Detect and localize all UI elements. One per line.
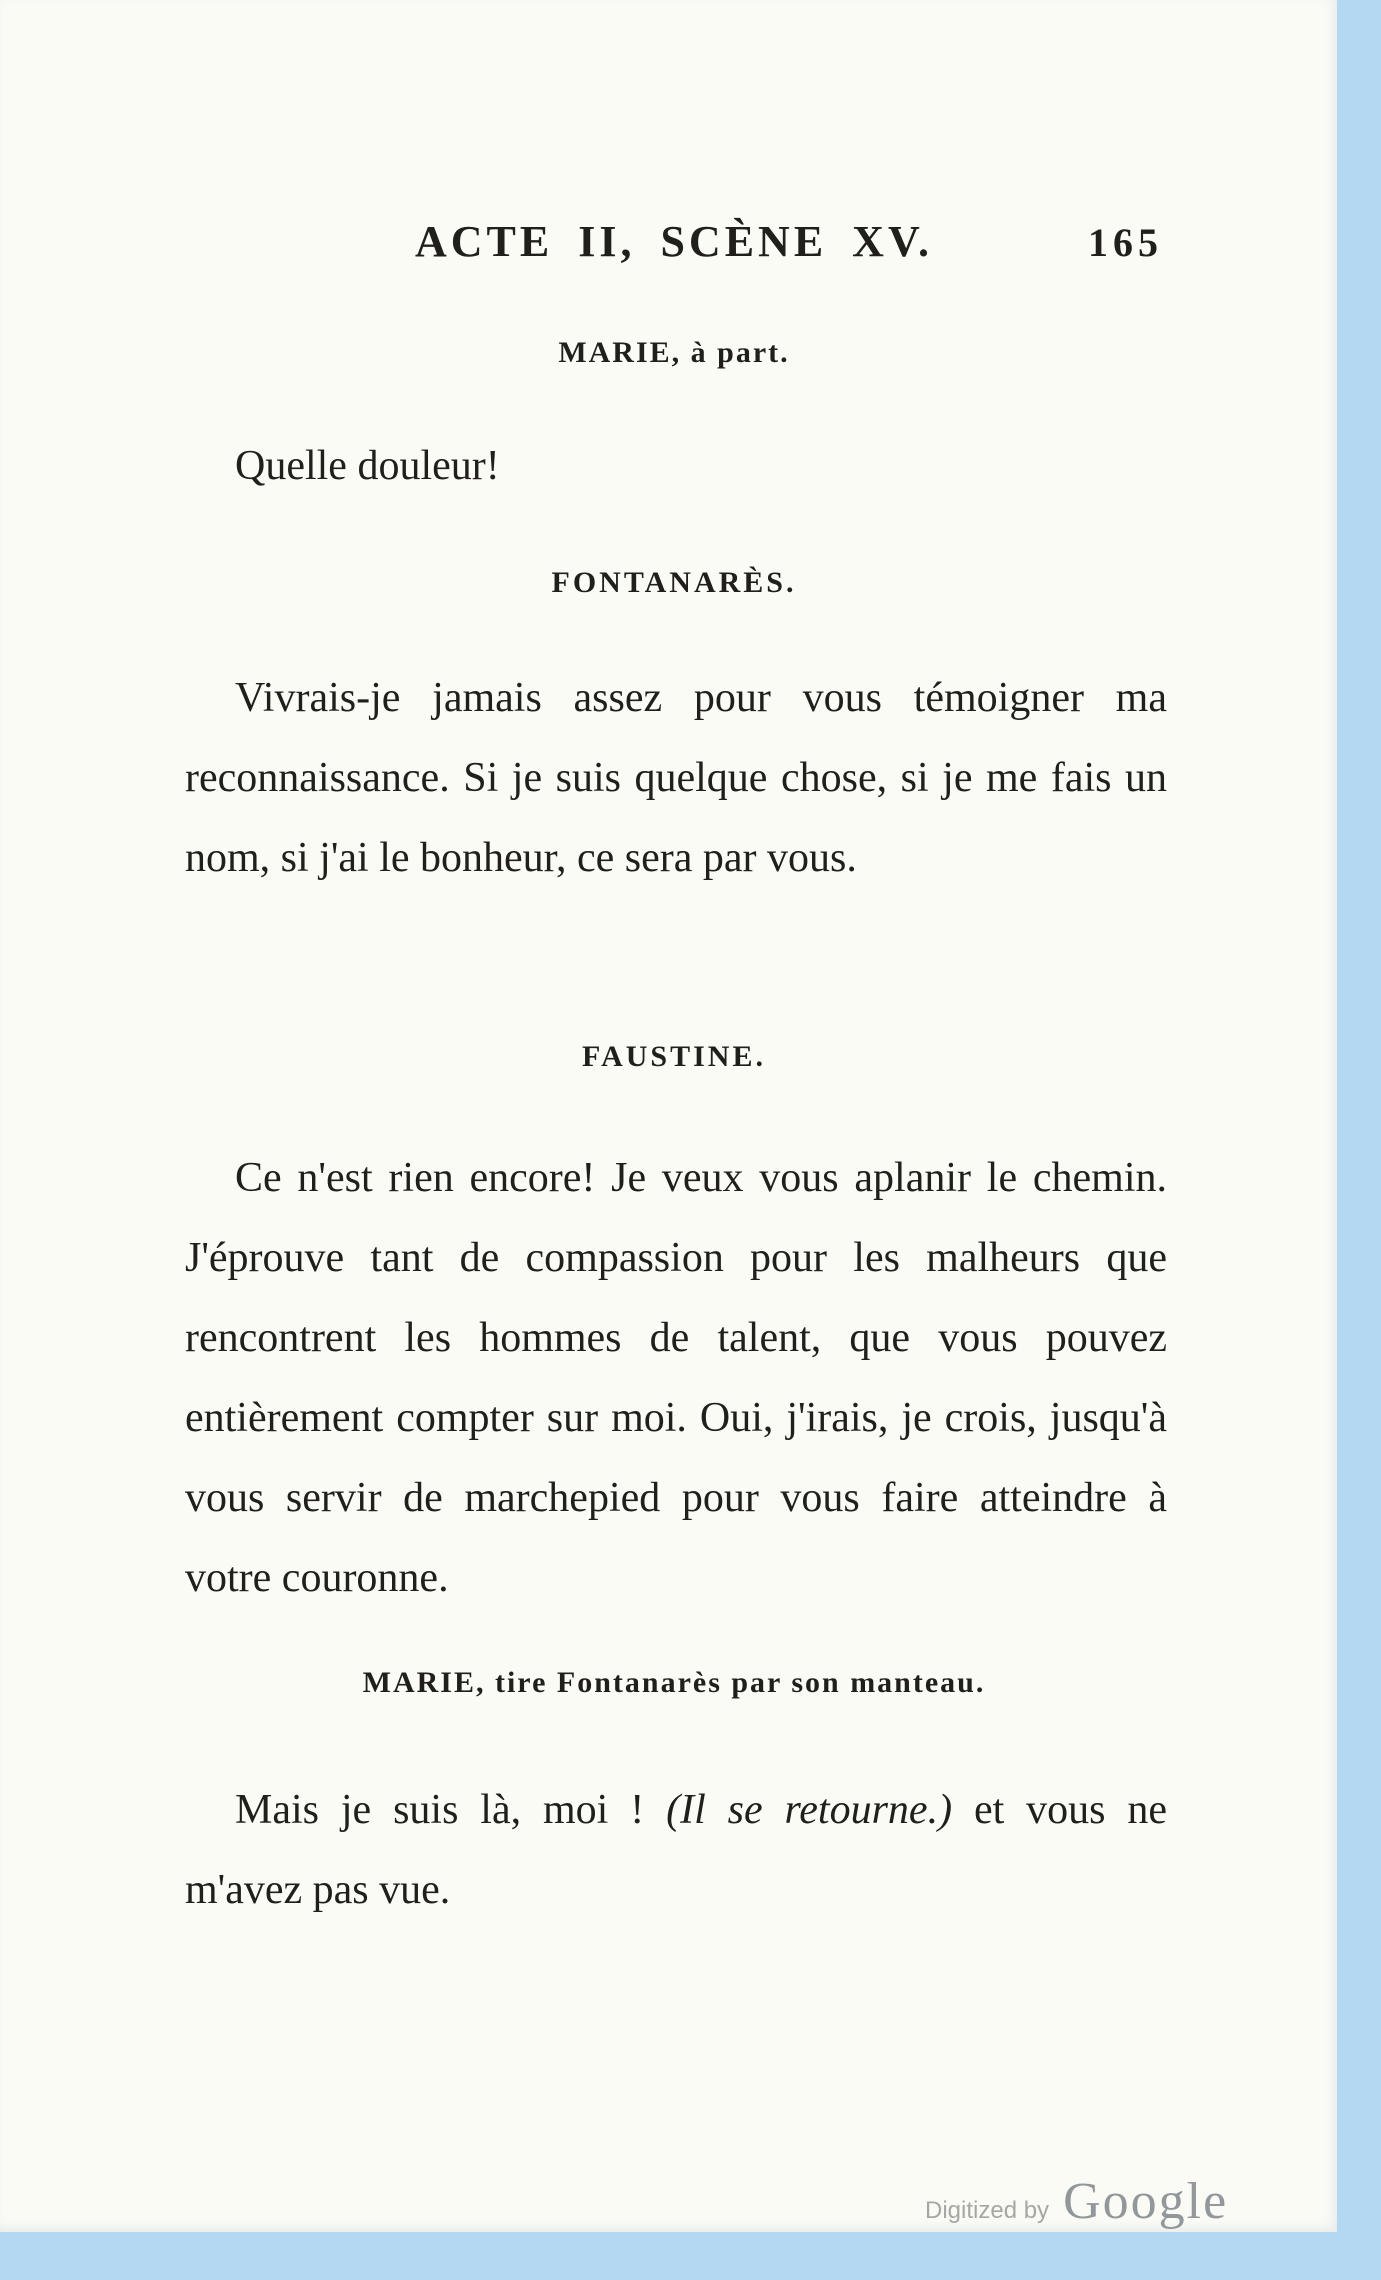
- page-header: [185, 216, 1163, 280]
- speaker-label-faustine: FAUSTINE.: [582, 1040, 766, 1073]
- google-logo: Google: [1063, 2173, 1229, 2230]
- page-number: 165: [1088, 220, 1163, 265]
- running-head: ACTE II, SCÈNE XV.: [414, 217, 934, 266]
- dialogue-text: et vous ne m'avez pas vue.: [185, 1787, 1168, 1913]
- digitized-by-label: Digitized by: [925, 2197, 1050, 2224]
- speaker-label-marie-manteau: MARIE, tire Fontanarès par son manteau.: [362, 1666, 986, 1699]
- speaker-label-marie-apart: MARIE, à part.: [558, 336, 790, 369]
- dialogue-paragraph: [185, 1770, 1167, 1930]
- dialogue-text: Mais je suis là, moi !: [235, 1787, 667, 1833]
- dialogue-paragraph: Ce n'est rien encore! Je veux vous aplanir le chemin. J'éprouve tant de compassion pour les malheurs que rencontrent les hommes de talent, que vous pouvez entièrement compter sur moi. Oui, j'irais, je crois, jusqu'à vous servir de marchepied pour vous faire atteindre à votre couronne.: [185, 1155, 1167, 1601]
- dialogue-paragraph: Quelle douleur!: [235, 443, 500, 489]
- dialogue-paragraph: Vivrais-je jamais assez pour vous témoigner ma reconnaissance. Si je suis quelque chose, si je me fais un nom, si j'ai le bonheur, ce sera par vous.: [185, 675, 1167, 881]
- digitization-watermark: [925, 2172, 1228, 2231]
- stage-direction-inline: (Il se retourne.): [666, 1787, 953, 1833]
- speaker-label-fontanares: FONTANARÈS.: [551, 566, 797, 599]
